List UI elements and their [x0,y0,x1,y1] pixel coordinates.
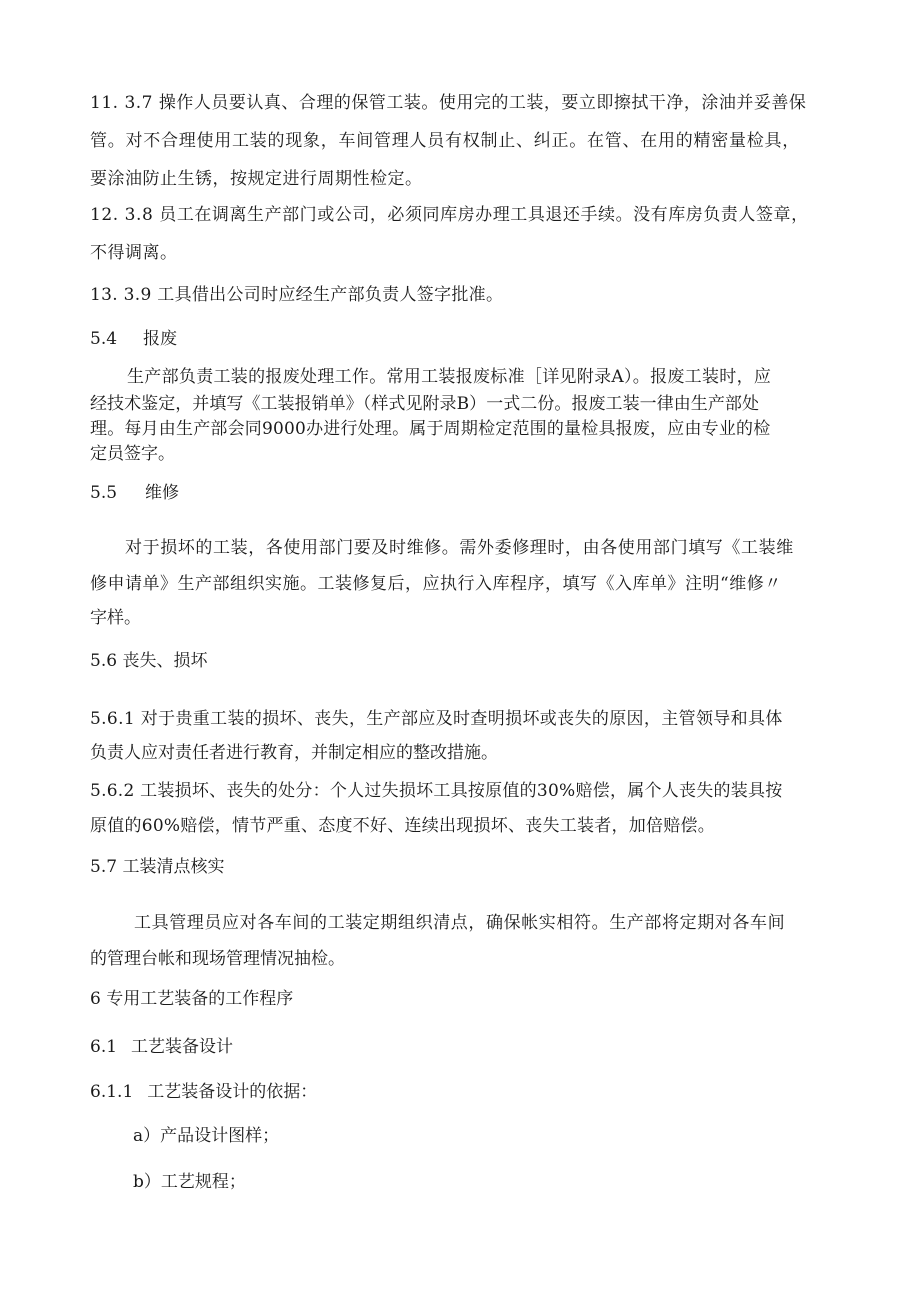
section-heading-5-5 [90,481,179,505]
list-item: b）工艺规程； [133,1172,246,1192]
section-heading-5-4 [90,327,177,351]
section-heading-6-1-1 [90,1080,317,1104]
paragraph-line: 11. 3.7 操作人员要认真、合理的保管工装。使用完的工装，要立即擦拭干净，涂油并妥善保 [90,93,807,113]
section-title: 维修 [145,483,180,503]
section-heading-6-1 [90,1035,233,1059]
paragraph-line: 的管理台帐和现场管理情况抽检。 [90,949,345,969]
paragraph-line: 13. 3.9 工具借出公司时应经生产部负责人签字批准。 [90,285,504,305]
section-number: 6.1.1 [90,1082,134,1102]
paragraph-line: 经技术鉴定，并填写《工装报销单》（样式见附录B）一式二份。报废工装一律由生产部处 [90,394,759,414]
section-number: 5.5 [90,483,118,503]
paragraph-line: 生产部负责工装的报废处理工作。常用工装报废标准［详见附录A）。报废工装时，应 [127,367,772,387]
section-heading-6: 6 专用工艺装备的工作程序 [90,989,294,1009]
section-number: 5.4 [90,329,118,349]
section-heading-5-6: 5.6 丧失、损坏 [90,651,208,671]
paragraph-line: 对于损坏的工装，各使用部门要及时维修。需外委修理时，由各使用部门填写《工装维 [125,538,794,558]
paragraph-line: 工具管理员应对各车间的工装定期组织清点，确保帐实相符。生产部将定期对各车间 [134,913,786,933]
paragraph-line: 理。每月由生产部会同9000办进行处理。属于周期检定范围的量检具报废，应由专业的检 [90,419,771,439]
paragraph-line: 负责人应对责任者进行教育，并制定相应的整改措施。 [90,743,498,763]
paragraph-line: 原值的60%赔偿，情节严重、态度不好、连续出现损坏、丧失工装者，加倍赔偿。 [90,816,716,836]
paragraph-line: 管。对不合理使用工装的现象，车间管理人员有权制止、纠正。在管、在用的精密量检具， [90,131,800,151]
section-title: 工艺装备设计的依据： [147,1082,318,1102]
section-number: 6.1 [90,1037,118,1057]
paragraph-line: 5.6.2 工装损坏、丧失的处分：个人过失损坏工具按原值的30%赔偿，属个人丧失的装具按 [90,781,783,801]
section-heading-5-7: 5.7 工装清点核实 [90,857,225,877]
paragraph-line: 字样。 [90,608,141,628]
section-title: 工艺装备设计 [131,1037,234,1057]
list-item: a）产品设计图样； [133,1126,280,1146]
paragraph-line: 定员签字。 [90,444,175,464]
paragraph-line: 5.6.1 对于贵重工装的损坏、丧失，生产部应及时查明损坏或丧失的原因，主管领导和具体 [90,709,783,729]
section-title: 报废 [143,329,178,349]
paragraph-line: 要涂油防止生锈，按规定进行周期性检定。 [90,169,423,189]
paragraph-line: 修申请单》生产部组织实施。工装修复后，应执行入库程序，填写《入库单》注明“维修〃 [90,574,782,594]
paragraph-line: 12. 3.8 员工在调离生产部门或公司，必须同库房办理工具退还手续。没有库房负责人签章， [90,205,809,225]
paragraph-line: 不得调离。 [90,243,178,263]
